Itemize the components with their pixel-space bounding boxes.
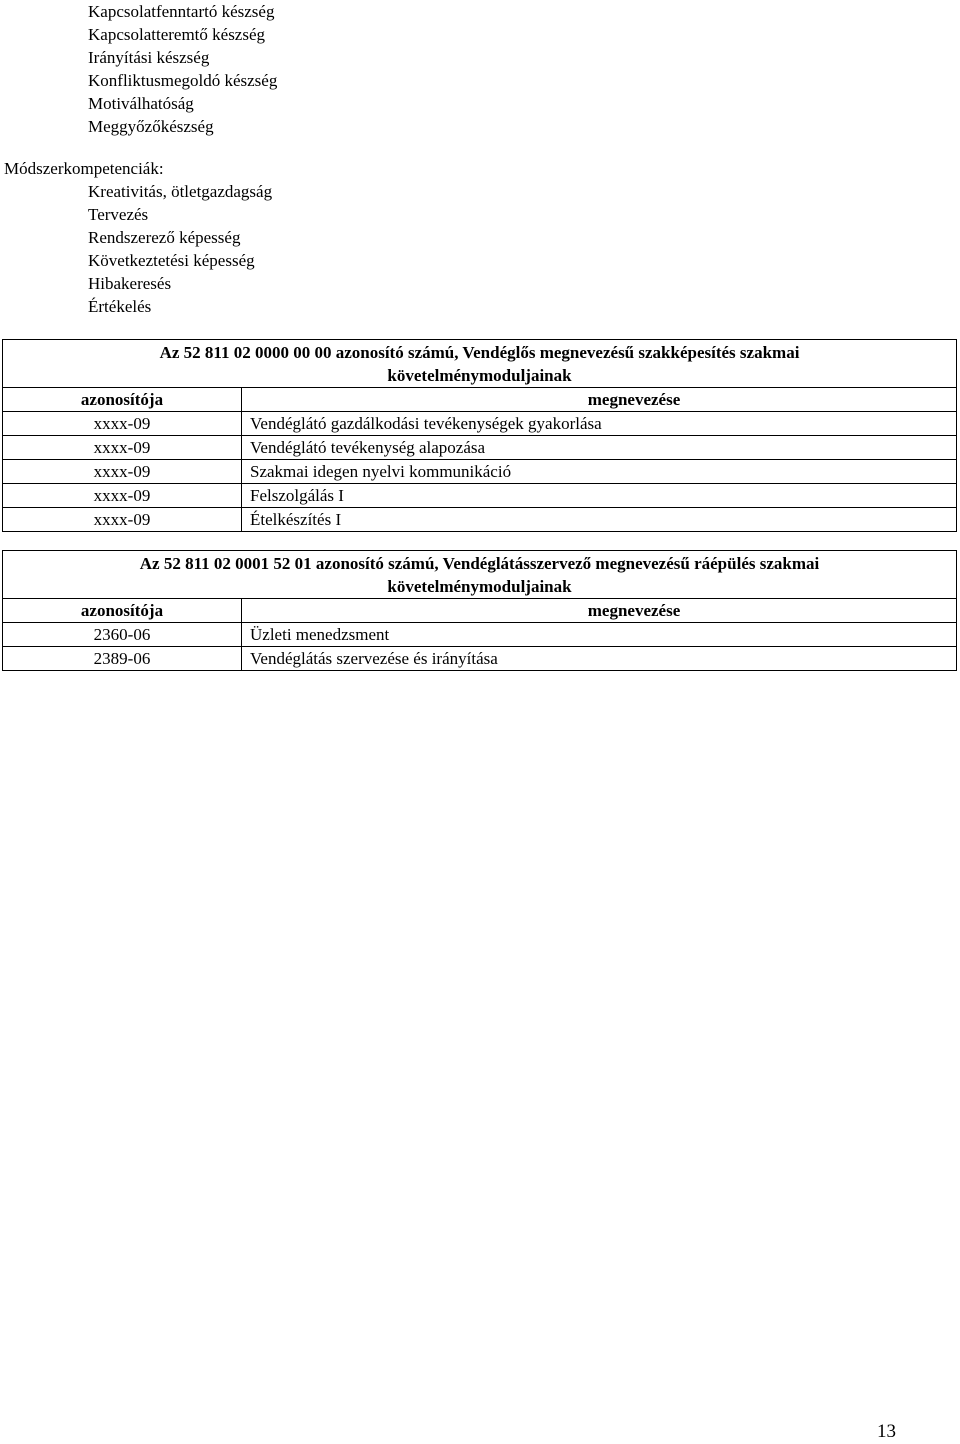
cell-name: Ételkészítés I bbox=[241, 508, 956, 531]
list-item: Következtetési képesség bbox=[88, 251, 255, 270]
cell-name: Vendéglátó tevékenység alapozása bbox=[241, 436, 956, 459]
column-header-id: azonosítója bbox=[80, 601, 164, 620]
cell-id: xxxx-09 bbox=[93, 462, 151, 481]
cell-id: xxxx-09 bbox=[93, 486, 151, 505]
list-item: Tervezés bbox=[88, 205, 149, 224]
list-item: Kreativitás, ötletgazdagság bbox=[88, 182, 273, 201]
column-header-name: megnevezése bbox=[241, 388, 956, 411]
column-header-id: azonosítója bbox=[80, 390, 164, 409]
table-header-row bbox=[3, 598, 956, 622]
list-item: Rendszerező képesség bbox=[88, 228, 241, 247]
module-table-vendeglos bbox=[2, 339, 957, 532]
method-competencies-heading: Módszerkompetenciák: bbox=[4, 159, 164, 178]
table-row bbox=[3, 459, 956, 483]
table-row bbox=[3, 483, 956, 507]
list-item: Kapcsolatteremtő készség bbox=[88, 25, 266, 44]
table-title-line1: Az 52 811 02 0001 52 01 azonosító számú, Vendéglátásszervező megnevezésű ráépülés szakmai bbox=[139, 554, 820, 573]
list-item: Hibakeresés bbox=[88, 274, 172, 293]
cell-id: xxxx-09 bbox=[93, 438, 151, 457]
cell-id: 2389-06 bbox=[93, 649, 151, 668]
table-row bbox=[3, 646, 956, 670]
cell-name: Üzleti menedzsment bbox=[241, 623, 956, 646]
list-item: Irányítási készség bbox=[88, 48, 210, 67]
table-row bbox=[3, 622, 956, 646]
cell-name: Felszolgálás I bbox=[241, 484, 956, 507]
list-item: Értékelés bbox=[88, 297, 152, 316]
cell-name: Vendéglátó gazdálkodási tevékenységek gyakorlása bbox=[241, 412, 956, 435]
page-number: 13 bbox=[877, 1421, 896, 1442]
cell-id: xxxx-09 bbox=[93, 414, 151, 433]
table-row bbox=[3, 435, 956, 459]
table-title-line2: követelménymoduljainak bbox=[387, 577, 572, 596]
list-item: Kapcsolatfenntartó készség bbox=[88, 2, 275, 21]
column-header-name: megnevezése bbox=[241, 599, 956, 622]
table-title-line2: követelménymoduljainak bbox=[387, 366, 572, 385]
cell-id: xxxx-09 bbox=[93, 510, 151, 529]
list-item: Konfliktusmegoldó készség bbox=[88, 71, 278, 90]
cell-name: Vendéglátás szervezése és irányítása bbox=[241, 647, 956, 670]
table-header-row bbox=[3, 387, 956, 411]
table-row bbox=[3, 507, 956, 531]
table-title bbox=[3, 340, 956, 387]
cell-name: Szakmai idegen nyelvi kommunikáció bbox=[241, 460, 956, 483]
skills-list-top bbox=[88, 0, 277, 138]
table-row bbox=[3, 411, 956, 435]
list-item: Motiválhatóság bbox=[88, 94, 194, 113]
cell-id: 2360-06 bbox=[93, 625, 151, 644]
method-skills-list bbox=[88, 180, 272, 318]
table-title-line1: Az 52 811 02 0000 00 00 azonosító számú, Vendéglős megnevezésű szakképesítés szakmai bbox=[159, 343, 800, 362]
table-title bbox=[3, 551, 956, 598]
module-table-vendeglatasszervezo bbox=[2, 550, 957, 671]
list-item: Meggyőzőkészség bbox=[88, 117, 214, 136]
